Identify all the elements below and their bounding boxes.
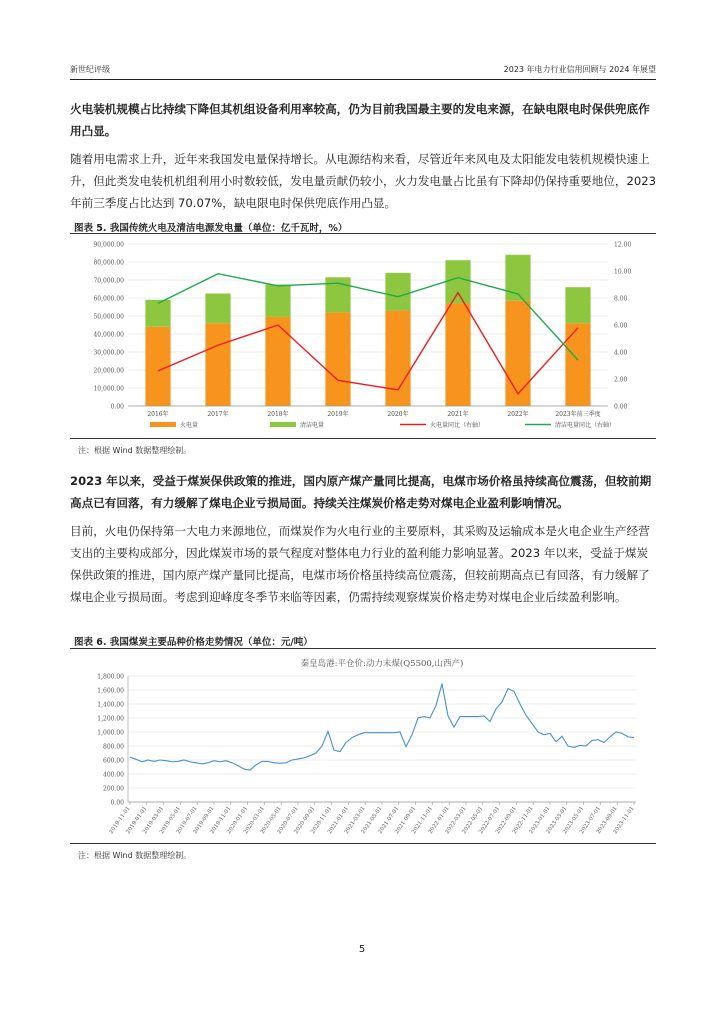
y-right-tick-label: 2.00 [614, 376, 628, 384]
x-tick-label: 2019-09-01 [192, 805, 216, 836]
x-tick-label: 2019-03-01 [142, 805, 166, 836]
page-number: 5 [358, 944, 366, 955]
para-4: 目前，火电仍保持第一大电力来源地位，而煤炭作为火电行业的主要原料，其采购及运输成本是火电企业生产经营支出的主要构成部分，因此煤炭市场的景气程度对整体电力行业的盈利能力影响显著。2023 年以来，受益于煤炭保供政策的推进，国内原产煤产量同比提高，电煤市场价格虽持续高位震荡，但较前期高点已有回落，有力缓解了煤电企业亏损局面。考虑到迎峰度冬季节来临等因素，仍需持续观察煤炭价格走势对煤电企业后续盈利影响。 [70, 524, 650, 604]
bar-thermal [565, 323, 590, 406]
x-tick-label: 2019-11-01 [108, 805, 132, 836]
fig5-chart [70, 236, 656, 436]
y-left-tick-label: 30,000.00 [93, 349, 124, 357]
price-line [130, 684, 634, 770]
x-tick-label: 2019-05-01 [158, 805, 183, 836]
x-tick-label: 2019-11-01 [209, 805, 233, 836]
y-right-tick-label: 10.00 [614, 268, 632, 276]
x-tick-label: 2019-07-01 [175, 805, 199, 836]
x-tick-label: 2020-03-01 [242, 805, 267, 836]
x-tick-label: 2021-07-01 [377, 805, 401, 836]
y-right-tick-label: 0.00 [614, 403, 628, 411]
y-left-tick-label: 70,000.00 [93, 277, 124, 285]
bar-thermal [445, 303, 470, 406]
x-tick-label: 2018年 [267, 411, 289, 418]
y-left-tick-label: 40,000.00 [93, 331, 124, 339]
y-left-tick-label: 90,000.00 [93, 241, 124, 249]
y-tick-label: 600.00 [103, 757, 124, 765]
y-left-tick-label: 60,000.00 [93, 295, 124, 303]
x-tick-label: 2020-01-01 [226, 805, 250, 836]
fig5-note: 注：根据 Wind 数据整理绘制。 [78, 446, 192, 455]
header-rule [70, 79, 656, 80]
x-tick-label: 2023年前三季度 [555, 411, 601, 418]
legend-swatch [270, 422, 296, 427]
y-right-tick-label: 6.00 [614, 322, 628, 330]
x-tick-label: 2022年 [507, 411, 529, 418]
y-tick-label: 1,400.00 [97, 701, 124, 709]
x-tick-label: 2023-07-01 [578, 805, 603, 836]
legend-label: 清洁电量 [300, 422, 325, 429]
y-tick-label: 400.00 [103, 771, 124, 779]
x-tick-label: 2020-09-01 [293, 805, 317, 836]
y-tick-label: 200.00 [103, 785, 124, 793]
header-report-title: 2023 年电力行业信用回顾与 2024 年展望 [503, 65, 656, 74]
bar-clean [385, 273, 410, 311]
y-tick-label: 1,200.00 [97, 715, 124, 723]
y-tick-label: 0.00 [110, 799, 124, 807]
y-left-tick-label: 20,000.00 [93, 367, 124, 375]
bar-thermal [205, 323, 230, 406]
fig6-note: 注：根据 Wind 数据整理绘制。 [78, 851, 192, 860]
bar-thermal [385, 311, 410, 406]
bar-clean [265, 285, 290, 317]
y-tick-label: 1,600.00 [97, 687, 124, 695]
x-tick-label: 2020-07-01 [276, 805, 300, 836]
header-org: 新世纪评级 [70, 65, 110, 74]
x-tick-label: 2020-05-01 [259, 805, 283, 836]
bar-thermal [325, 312, 350, 406]
para-3-heading: 2023 年以来，受益于煤炭保供政策的推进，国内原产煤产量同比提高，电煤市场价格虽持续高位震荡，但较前期高点已有回落，有力缓解了煤电企业亏损局面。持续关注煤炭价格走势对煤电企业盈利影响情况。 [70, 474, 652, 510]
para-1-heading: 火电装机规模占比持续下降但其机组设备利用率较高，仍为目前我国最主要的发电来源，在缺电限电时保供兜底作用凸显。 [70, 102, 650, 138]
x-tick-label: 2022-01-01 [427, 805, 451, 836]
fig6-title: 图表 6. 我国煤炭主要品种价格走势情况（单位：元/吨） [74, 637, 313, 648]
x-tick-label: 2022-03-01 [444, 805, 468, 836]
x-tick-label: 2022-11-01 [511, 805, 535, 836]
x-tick-label: 2022-09-01 [494, 805, 519, 836]
bar-clean [565, 287, 590, 323]
y-left-tick-label: 0.00 [110, 403, 124, 411]
y-left-tick-label: 50,000.00 [93, 313, 124, 321]
x-tick-label: 2022-05-01 [461, 805, 485, 836]
fig6-top-rule [70, 648, 656, 649]
bar-clean [205, 294, 230, 324]
y-right-tick-label: 4.00 [614, 349, 628, 357]
fig5-bottom-rule [70, 438, 656, 439]
x-tick-label: 2019年 [327, 411, 349, 418]
y-right-tick-label: 8.00 [614, 295, 628, 303]
x-tick-label: 2022-07-01 [478, 805, 502, 836]
fig6-bottom-rule [70, 843, 656, 844]
legend-swatch [150, 422, 176, 427]
x-tick-label: 2021-01-01 [326, 805, 351, 836]
x-tick-label: 2020-11-01 [310, 805, 334, 836]
y-tick-label: 1,000.00 [97, 729, 124, 737]
x-tick-label: 2023-09-01 [595, 805, 619, 836]
x-tick-label: 2023-01-01 [528, 805, 552, 836]
x-tick-label: 2021-03-01 [343, 805, 367, 836]
x-tick-label: 2021-11-01 [410, 805, 435, 836]
x-tick-label: 2021-09-01 [394, 805, 418, 836]
x-tick-label: 2021年 [447, 411, 469, 418]
x-tick-label: 2019-01-01 [125, 805, 149, 836]
x-tick-label: 2020年 [387, 411, 409, 418]
chart-title: 秦皇岛港:平仓价:动力末煤(Q5500,山西产) [300, 659, 464, 669]
x-tick-label: 2017年 [207, 411, 229, 418]
x-tick-label: 2023-03-01 [545, 805, 569, 836]
x-tick-label: 2023-11-01 [612, 805, 636, 836]
para-2: 随着用电需求上升，近年来我国发电量保持增长。从电源结构来看，尽管近年来风电及太阳能发电装机规模快速上升，但此类发电装机机组利用小时数较低，发电量贡献仍较小，火力发电量占比虽有下降却仍保持重要地位，2023 年前三季度占比达到 70.07%，缺电限电时保供兜底作用凸显。 [70, 152, 657, 210]
legend-label: 火电量 [180, 422, 199, 429]
y-tick-label: 1,800.00 [97, 673, 124, 681]
x-tick-label: 2016年 [147, 411, 169, 418]
bar-thermal [505, 301, 530, 406]
fig6-chart [70, 652, 656, 842]
y-left-tick-label: 80,000.00 [93, 259, 124, 267]
y-tick-label: 800.00 [103, 743, 124, 751]
bar-clean [445, 260, 470, 303]
x-tick-label: 2023-05-01 [562, 805, 586, 836]
legend-label: 清洁电量同比（右轴） [555, 422, 616, 429]
fig5-title: 图表 5. 我国传统火电及清洁电源发电量（单位：亿千瓦时，%） [74, 223, 348, 234]
y-left-tick-label: 10,000.00 [93, 385, 124, 393]
bar-thermal [265, 317, 290, 406]
fig5-top-rule [70, 233, 656, 234]
x-tick-label: 2021-05-01 [360, 805, 384, 836]
legend-label: 火电量同比（右轴） [430, 422, 485, 429]
y-right-tick-label: 12.00 [614, 241, 632, 249]
bar-clean [145, 300, 170, 327]
